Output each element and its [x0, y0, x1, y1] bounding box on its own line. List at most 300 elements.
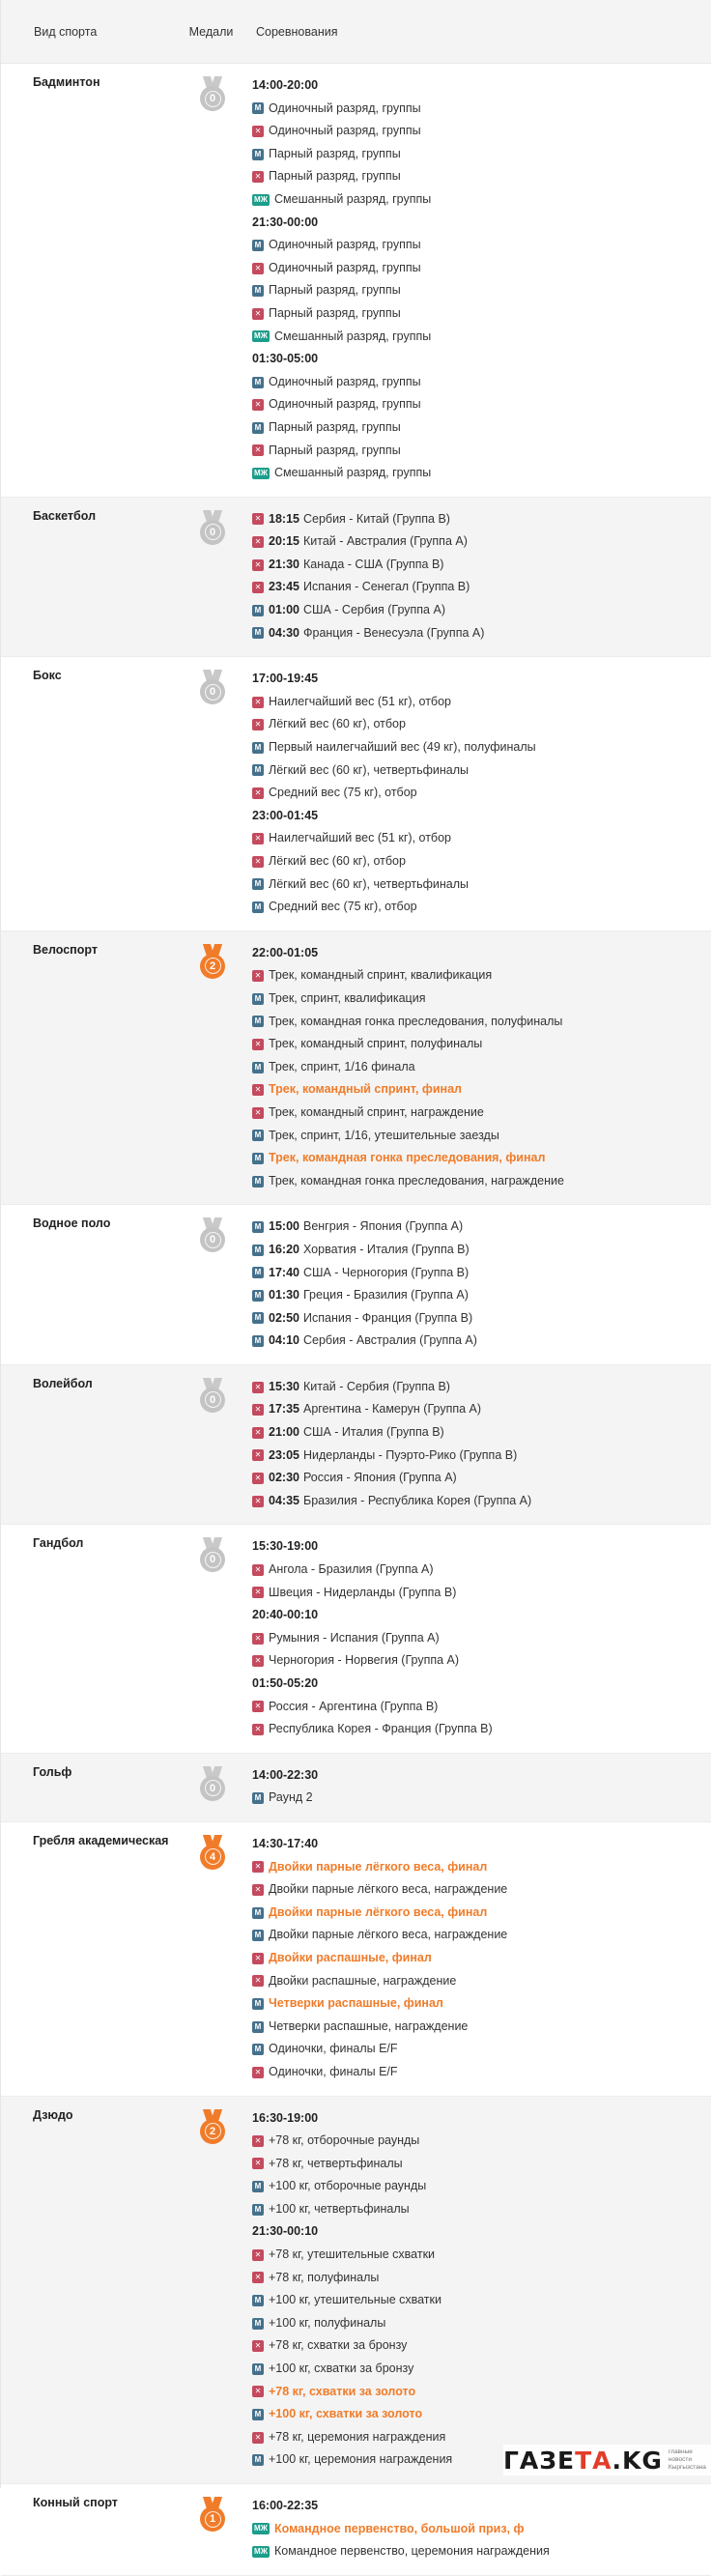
mixed-icon: MЖ — [252, 194, 270, 206]
medal-event-item — [252, 2381, 711, 2404]
event-item — [252, 2016, 711, 2039]
event-label: +100 кг, церемония награждения — [269, 2452, 453, 2467]
men-icon: M — [252, 285, 264, 297]
event-item — [252, 2540, 711, 2563]
men-icon: M — [252, 902, 264, 913]
women-icon: ✕ — [252, 833, 264, 844]
site-watermark — [503, 2445, 712, 2476]
sport-row — [1, 1822, 711, 2097]
events-list — [252, 1833, 711, 2084]
event-label: Хорватия - Италия (Группа B) — [302, 1242, 470, 1256]
events-list — [252, 508, 711, 645]
event-label: Командное первенство, большой приз, ф — [274, 2521, 525, 2535]
session-time: 23:00-01:45 — [252, 808, 319, 822]
women-icon: ✕ — [252, 263, 264, 274]
men-icon: M — [252, 2454, 264, 2466]
table-header — [1, 0, 711, 64]
medal-cell — [173, 508, 252, 645]
sport-row — [1, 1754, 711, 1822]
medal-icon — [200, 2497, 225, 2532]
event-item — [252, 1056, 711, 1079]
event-label: Трек, командный спринт, финал — [269, 1082, 462, 1097]
event-item — [252, 1582, 711, 1605]
event-label: Трек, командный спринт, полуфиналы — [269, 1037, 483, 1051]
event-time: 15:30 — [269, 1379, 299, 1393]
event-label: Двойки распашные, награждение — [269, 1973, 457, 1988]
event-label: Канада - США (Группа B) — [302, 557, 444, 571]
event-time: 02:30 — [269, 1471, 299, 1485]
session-time: 17:00-19:45 — [252, 672, 319, 686]
event-label: Нидерланды - Пуэрто-Рико (Группа B) — [302, 1447, 518, 1462]
event-label: +78 кг, схватки за золото — [269, 2384, 416, 2398]
event-item — [252, 165, 711, 188]
medal-icon — [200, 76, 225, 111]
event-time: 21:00 — [269, 1425, 299, 1440]
women-icon: ✕ — [252, 2135, 264, 2147]
event-label: Средний вес (75 кг), отбор — [269, 786, 417, 800]
medal-icon — [200, 1537, 225, 1572]
sport-row — [1, 1205, 711, 1365]
men-icon: M — [252, 2363, 264, 2375]
event-label: Трек, спринт, 1/16 финала — [269, 1059, 415, 1073]
medal-event-item — [252, 1078, 711, 1102]
medal-count: 0 — [205, 524, 221, 540]
event-item — [252, 1490, 711, 1513]
medal-event-item — [252, 2518, 711, 2541]
women-icon: ✕ — [252, 1861, 264, 1873]
event-item — [252, 1878, 711, 1902]
men-icon: M — [252, 2044, 264, 2055]
sport-row — [1, 1525, 711, 1753]
event-item — [252, 1239, 711, 1262]
medal-cell — [173, 668, 252, 919]
sport-row — [1, 931, 711, 1206]
medal-cell — [173, 1535, 252, 1740]
event-item — [252, 1421, 711, 1445]
sport-row — [1, 498, 711, 658]
event-item — [252, 2244, 711, 2267]
session-time: 01:50-05:20 — [252, 1676, 319, 1690]
women-icon: ✕ — [252, 1404, 264, 1416]
event-item — [252, 2153, 711, 2176]
watermark-logo: ГАЗЕТА.KG — [503, 2446, 663, 2475]
medal-cell — [173, 1376, 252, 1513]
men-icon: M — [252, 102, 264, 114]
event-time: 18:15 — [269, 511, 299, 526]
event-item — [252, 622, 711, 645]
event-item — [252, 462, 711, 485]
event-label: Ангола - Бразилия (Группа A) — [269, 1562, 434, 1577]
event-time: 23:05 — [269, 1447, 299, 1462]
medal-icon — [200, 1217, 225, 1252]
event-label: Швеция - Нидерланды (Группа B) — [269, 1585, 457, 1599]
sport-name: Конный спорт — [33, 2496, 118, 2509]
women-icon: ✕ — [252, 1449, 264, 1461]
men-icon: M — [252, 1907, 264, 1919]
event-time: 23:45 — [269, 580, 299, 594]
men-icon: M — [252, 1290, 264, 1302]
event-item — [252, 1033, 711, 1056]
men-icon: M — [252, 1245, 264, 1256]
event-item — [252, 279, 711, 302]
event-item — [252, 1398, 711, 1421]
women-icon: ✕ — [252, 1884, 264, 1896]
men-icon: M — [252, 1312, 264, 1324]
event-item — [252, 1559, 711, 1582]
men-icon: M — [252, 1335, 264, 1347]
event-label: Трек, командный спринт, квалификация — [269, 968, 493, 983]
medal-count: 0 — [205, 1232, 221, 1248]
event-label: Парный разряд, группы — [269, 146, 401, 160]
event-label: Трек, командная гонка преследования, финал — [269, 1151, 546, 1165]
event-label: +78 кг, церемония награждения — [269, 2429, 446, 2444]
women-icon: ✕ — [252, 1587, 264, 1598]
event-item — [252, 257, 711, 280]
event-label: США - Сербия (Группа A) — [302, 603, 445, 617]
event-label: Двойки распашные, финал — [269, 1950, 432, 1964]
event-label: Румыния - Испания (Группа A) — [269, 1630, 440, 1645]
sport-row — [1, 657, 711, 931]
event-label: Одиночный разряд, группы — [269, 238, 421, 252]
men-icon: M — [252, 2021, 264, 2033]
event-label: +78 кг, отборочные раунды — [269, 2133, 420, 2148]
event-item — [252, 713, 711, 736]
session-time: 22:00-01:05 — [252, 945, 319, 959]
event-item — [252, 2267, 711, 2290]
men-icon: M — [252, 627, 264, 639]
medal-cell — [173, 1216, 252, 1353]
event-label: Первый наилегчайший вес (49 кг), полуфиналы — [269, 740, 536, 755]
medal-icon — [200, 1766, 225, 1801]
event-item — [252, 782, 711, 805]
events-list — [252, 2107, 711, 2473]
events-list — [252, 1764, 711, 1810]
event-label: Одиночки, финалы E/F — [269, 2042, 398, 2056]
medal-event-item — [252, 2403, 711, 2426]
event-label: США - Черногория (Группа B) — [302, 1265, 470, 1279]
event-time: 15:00 — [269, 1219, 299, 1234]
event-label: +78 кг, утешительные схватки — [269, 2247, 436, 2262]
event-label: Средний вес (75 кг), отбор — [269, 900, 417, 914]
medal-cell — [173, 942, 252, 1193]
event-label: Франция - Венесуэла (Группа A) — [302, 625, 485, 640]
women-icon: ✕ — [252, 1473, 264, 1484]
event-item — [252, 98, 711, 121]
sport-name: Гребля академическая — [33, 1833, 169, 1847]
event-item — [252, 302, 711, 326]
event-item — [252, 1170, 711, 1193]
mixed-icon: MЖ — [252, 2546, 270, 2558]
medal-cell — [173, 74, 252, 485]
event-item — [252, 1718, 711, 1741]
men-icon: M — [252, 2318, 264, 2330]
event-label: Наилегчайший вес (51 кг), отбор — [269, 694, 451, 708]
medal-count: 0 — [205, 1552, 221, 1568]
event-item — [252, 576, 711, 599]
medal-icon — [200, 510, 225, 545]
medal-count: 4 — [205, 1848, 221, 1865]
men-icon: M — [252, 1130, 264, 1141]
event-label: Смешанный разряд, группы — [274, 191, 432, 206]
women-icon: ✕ — [252, 582, 264, 593]
event-label: Парный разряд, группы — [269, 283, 401, 298]
event-item — [252, 2289, 711, 2312]
event-label: Трек, командная гонка преследования, полуфиналы — [269, 1014, 563, 1028]
event-item — [252, 2334, 711, 2358]
medal-event-item — [252, 1147, 711, 1170]
session-time: 21:30-00:00 — [252, 215, 319, 229]
session-time: 01:30-05:00 — [252, 352, 319, 366]
women-icon: ✕ — [252, 2249, 264, 2261]
session-time: 16:00-22:35 — [252, 2499, 319, 2512]
event-item — [252, 736, 711, 759]
mixed-icon: MЖ — [252, 330, 270, 342]
event-label: Лёгкий вес (60 кг), четвертьфиналы — [269, 876, 470, 891]
sport-row — [1, 2484, 711, 2576]
women-icon: ✕ — [252, 171, 264, 183]
medal-count: 2 — [205, 2123, 221, 2139]
sport-name: Гандбол — [33, 1536, 84, 1551]
event-label: +100 кг, отборочные раунды — [269, 2179, 427, 2193]
women-icon: ✕ — [252, 559, 264, 571]
event-item — [252, 188, 711, 212]
medal-event-item — [252, 1947, 711, 1970]
event-label: Трек, спринт, 1/16, утешительные заезды — [269, 1128, 499, 1142]
medal-event-item — [252, 1992, 711, 2016]
women-icon: ✕ — [252, 2386, 264, 2397]
events-list — [252, 1535, 711, 1740]
event-label: Испания - Сенегал (Группа B) — [302, 580, 470, 594]
event-time: 17:35 — [269, 1402, 299, 1417]
event-item — [252, 234, 711, 257]
event-item — [252, 1627, 711, 1650]
sport-row — [1, 64, 711, 498]
event-item — [252, 440, 711, 463]
men-icon: M — [252, 742, 264, 754]
event-label: +78 кг, полуфиналы — [269, 2270, 380, 2284]
medal-cell — [173, 1833, 252, 2084]
event-item — [252, 393, 711, 416]
event-item — [252, 691, 711, 714]
men-icon: M — [252, 2409, 264, 2420]
event-item — [252, 1307, 711, 1331]
event-item — [252, 530, 711, 554]
women-icon: ✕ — [252, 1496, 264, 1507]
men-icon: M — [252, 1998, 264, 2010]
event-label: Четверки распашные, награждение — [269, 2018, 469, 2033]
event-label: Трек, спринт, квалификация — [269, 990, 426, 1005]
women-icon: ✕ — [252, 126, 264, 137]
event-item — [252, 1649, 711, 1673]
event-label: Испания - Франция (Группа B) — [302, 1310, 473, 1325]
sport-row — [1, 2097, 711, 2485]
event-label: Двойки парные лёгкого веса, финал — [269, 1904, 488, 1919]
event-label: Сербия - Китай (Группа B) — [302, 511, 450, 526]
session-time: 14:00-22:30 — [252, 1767, 319, 1782]
sport-name: Волейбол — [33, 1376, 93, 1390]
event-time: 04:30 — [269, 625, 299, 640]
event-label: +78 кг, четвертьфиналы — [269, 2156, 403, 2170]
event-time: 21:30 — [269, 557, 299, 571]
events-list — [252, 942, 711, 1193]
event-time: 04:35 — [269, 1493, 299, 1507]
event-label: Парный разряд, группы — [269, 169, 401, 184]
sport-name: Баскетбол — [33, 508, 97, 523]
event-item — [252, 1102, 711, 1125]
men-icon: M — [252, 2295, 264, 2306]
event-item — [252, 1125, 711, 1148]
men-icon: M — [252, 1062, 264, 1073]
watermark-tagline: главные новости Кыргызстана — [668, 2448, 706, 2471]
men-icon: M — [252, 605, 264, 616]
medal-count: 0 — [205, 1391, 221, 1408]
men-icon: M — [252, 878, 264, 890]
women-icon: ✕ — [252, 1564, 264, 1576]
event-label: Трек, командный спринт, награждение — [269, 1104, 484, 1119]
women-icon: ✕ — [252, 2340, 264, 2352]
event-time: 17:40 — [269, 1265, 299, 1279]
event-item — [252, 1376, 711, 1399]
medal-icon — [200, 944, 225, 979]
medal-count: 2 — [205, 958, 221, 974]
event-label: Лёгкий вес (60 кг), четвертьфиналы — [269, 762, 470, 777]
men-icon: M — [252, 764, 264, 776]
women-icon: ✕ — [252, 1382, 264, 1393]
event-item — [252, 326, 711, 349]
medal-count: 0 — [205, 684, 221, 701]
event-item — [252, 2358, 711, 2381]
men-icon: M — [252, 2181, 264, 2192]
header-medals: Медали — [188, 24, 234, 39]
event-time: 04:10 — [269, 1333, 299, 1348]
men-icon: M — [252, 1221, 264, 1233]
event-item — [252, 371, 711, 394]
event-item — [252, 1924, 711, 1947]
event-label: Двойки парные лёгкого веса, награждение — [269, 1928, 508, 1942]
event-time: 02:50 — [269, 1310, 299, 1325]
women-icon: ✕ — [252, 399, 264, 411]
event-label: +100 кг, полуфиналы — [269, 2315, 386, 2330]
event-label: Аргентина - Камерун (Группа A) — [302, 1402, 482, 1417]
women-icon: ✕ — [252, 2158, 264, 2169]
men-icon: M — [252, 1930, 264, 1941]
event-label: Одиночный разряд, группы — [269, 374, 421, 388]
event-item — [252, 1445, 711, 1468]
event-label: Сербия - Австралия (Группа A) — [302, 1333, 477, 1348]
event-label: Командное первенство, церемония награждения — [274, 2544, 550, 2559]
medal-event-item — [252, 1856, 711, 1879]
event-label: +100 кг, схватки за золото — [269, 2407, 423, 2421]
event-item — [252, 2312, 711, 2335]
medal-count: 0 — [205, 1780, 221, 1796]
women-icon: ✕ — [252, 1953, 264, 1964]
women-icon: ✕ — [252, 1975, 264, 1987]
event-item — [252, 827, 711, 850]
women-icon: ✕ — [252, 1655, 264, 1667]
men-icon: M — [252, 993, 264, 1005]
event-label: Россия - Япония (Группа A) — [302, 1471, 457, 1485]
men-icon: M — [252, 1176, 264, 1188]
sport-name: Водное поло — [33, 1216, 111, 1231]
session-time: 20:40-00:10 — [252, 1608, 319, 1622]
event-item — [252, 1970, 711, 1993]
event-label: Россия - Аргентина (Группа B) — [269, 1699, 439, 1713]
event-label: Трек, командная гонка преследования, награждение — [269, 1173, 564, 1188]
event-item — [252, 2198, 711, 2221]
men-icon: M — [252, 422, 264, 434]
event-label: Одиночки, финалы E/F — [269, 2064, 398, 2078]
event-item — [252, 1330, 711, 1353]
medal-cell — [173, 2495, 252, 2563]
mixed-icon: MЖ — [252, 468, 270, 479]
men-icon: M — [252, 1016, 264, 1027]
men-icon: M — [252, 1267, 264, 1278]
event-label: Одиночный разряд, группы — [269, 124, 421, 138]
event-item — [252, 1262, 711, 1285]
women-icon: ✕ — [252, 2272, 264, 2283]
sport-name: Дзюдо — [33, 2107, 73, 2122]
women-icon: ✕ — [252, 1724, 264, 1735]
sport-name: Бадминтон — [33, 75, 100, 89]
event-item — [252, 120, 711, 143]
event-label: Двойки парные лёгкого веса, финал — [269, 1859, 488, 1874]
event-item — [252, 1787, 711, 1810]
event-label: Республика Корея - Франция (Группа B) — [269, 1722, 493, 1736]
event-label: Китай - Австралия (Группа A) — [302, 534, 468, 549]
session-time: 14:00-20:00 — [252, 78, 319, 92]
event-item — [252, 416, 711, 440]
event-label: Четверки распашные, финал — [269, 1996, 443, 2011]
women-icon: ✕ — [252, 1084, 264, 1096]
women-icon: ✕ — [252, 536, 264, 548]
event-label: +78 кг, схватки за бронзу — [269, 2338, 408, 2353]
medal-cell — [173, 2107, 252, 2473]
women-icon: ✕ — [252, 1039, 264, 1050]
event-label: Парный разряд, группы — [269, 419, 401, 434]
event-label: Двойки парные лёгкого веса, награждение — [269, 1882, 508, 1897]
session-time: 15:30-19:00 — [252, 1539, 319, 1554]
event-label: Греция - Бразилия (Группа A) — [302, 1288, 469, 1302]
medal-icon — [200, 670, 225, 704]
event-label: Наилегчайший вес (51 кг), отбор — [269, 831, 451, 845]
event-item — [252, 508, 711, 531]
schedule-table-body — [1, 64, 711, 2576]
medal-count: 0 — [205, 91, 221, 107]
event-label: Китай - Сербия (Группа B) — [302, 1379, 450, 1393]
women-icon: ✕ — [252, 513, 264, 525]
medal-icon — [200, 1835, 225, 1870]
event-label: Одиночный разряд, группы — [269, 260, 421, 274]
event-item — [252, 1216, 711, 1239]
women-icon: ✕ — [252, 1107, 264, 1119]
event-label: Парный разряд, группы — [269, 305, 401, 320]
session-time: 21:30-00:10 — [252, 2224, 319, 2239]
header-sport: Вид спорта — [34, 24, 98, 39]
men-icon: M — [252, 240, 264, 251]
sport-name: Гольф — [33, 1764, 72, 1779]
medal-event-item — [252, 1902, 711, 1925]
event-label: Смешанный разряд, группы — [274, 329, 432, 343]
event-label: Лёгкий вес (60 кг), отбор — [269, 854, 406, 868]
event-label: Одиночный разряд, группы — [269, 397, 421, 412]
event-item — [252, 1467, 711, 1490]
men-icon: M — [252, 149, 264, 160]
event-item — [252, 2061, 711, 2084]
event-item — [252, 2130, 711, 2153]
event-item — [252, 1284, 711, 1307]
medal-cell — [173, 1764, 252, 1810]
event-time: 01:00 — [269, 603, 299, 617]
